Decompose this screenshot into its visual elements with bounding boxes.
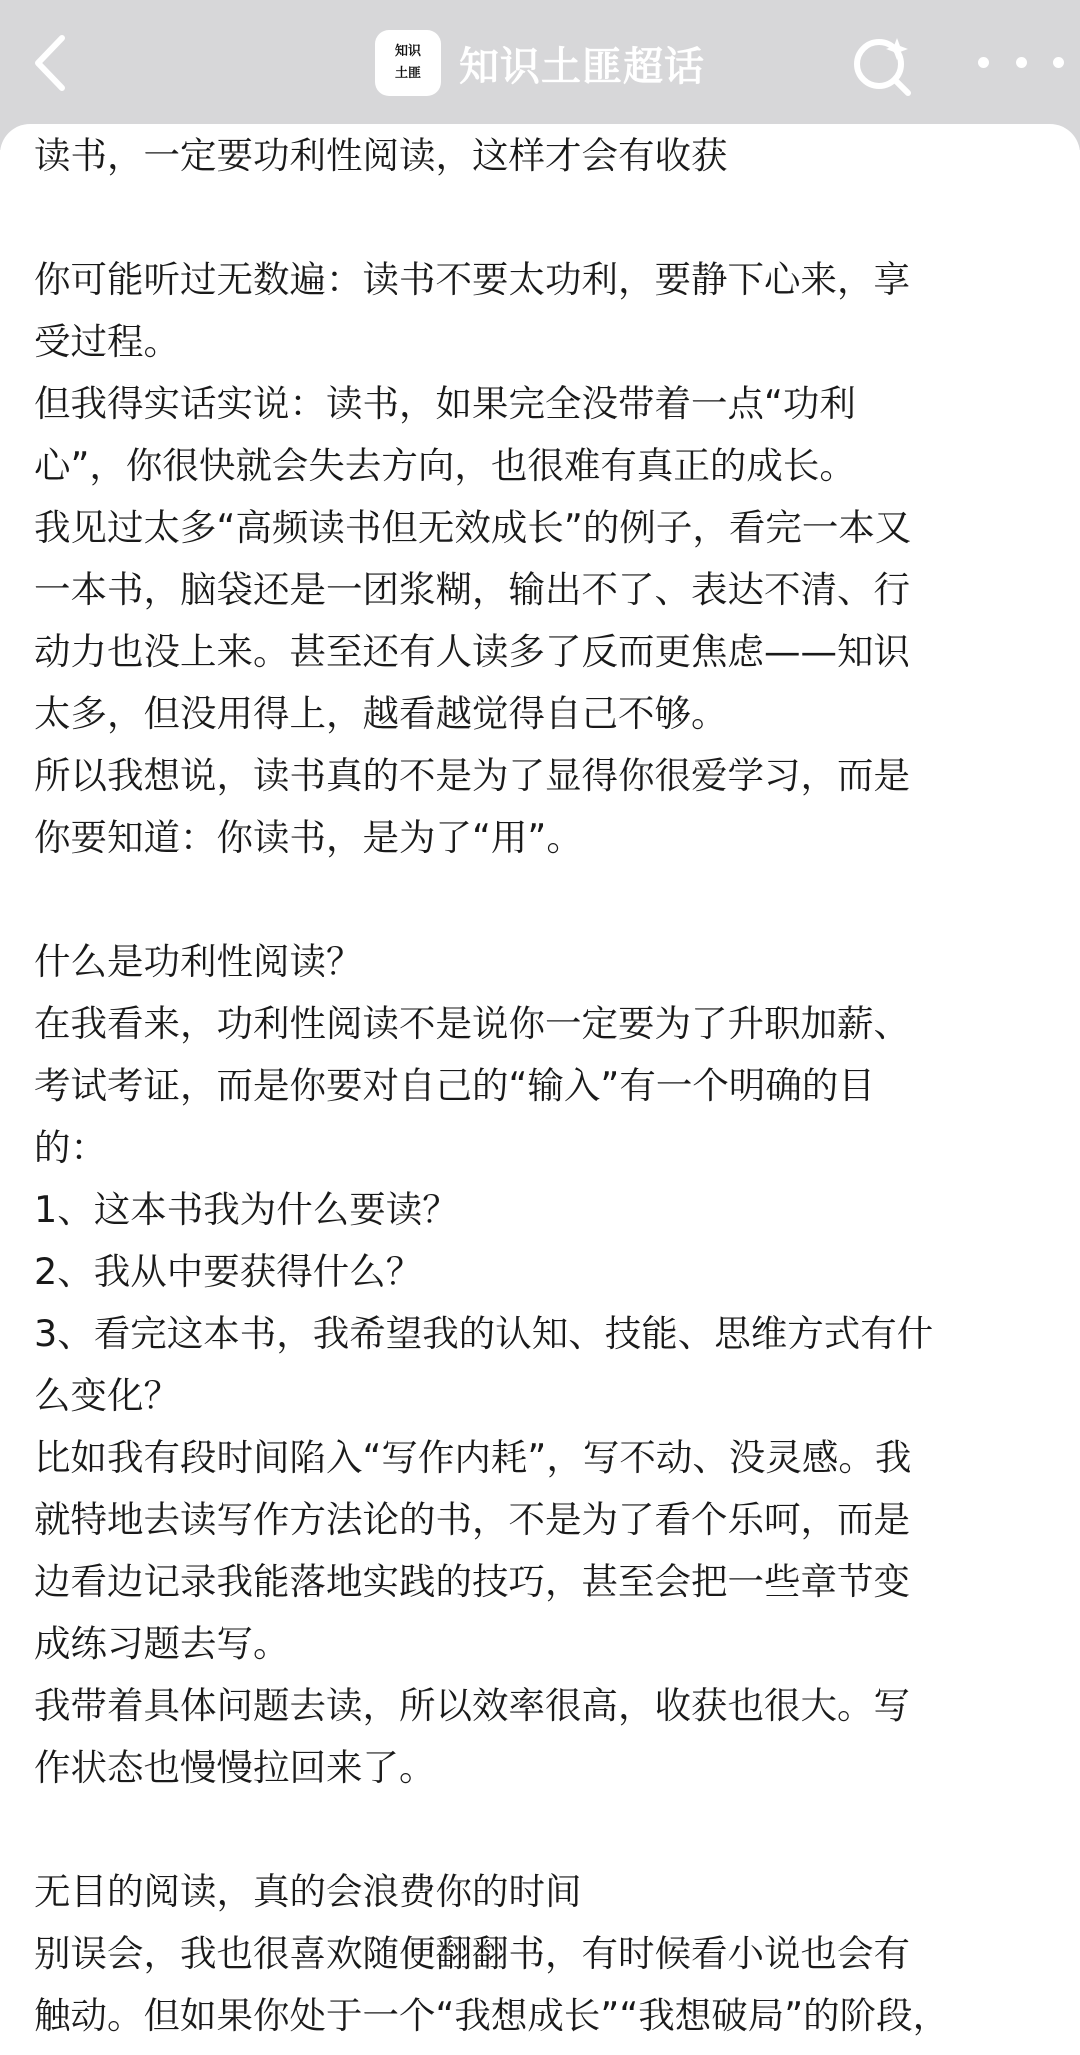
paragraph-line: 受过程。	[34, 320, 180, 363]
paragraph-line: 无目的阅读，真的会浪费你的时间	[34, 1870, 582, 1913]
search-button[interactable]	[850, 32, 916, 98]
paragraph-line: 我带着具体问题去读，所以效率很高，收获也很大。写	[34, 1684, 910, 1727]
paragraph-line: 比如我有段时间陷入“写作内耗”，写不动、没灵感。我	[34, 1436, 912, 1479]
paragraph-line: 什么是功利性阅读？	[34, 940, 363, 983]
paragraph-line: 成练习题去写。	[34, 1622, 290, 1665]
paragraph-line: 3、看完这本书，我希望我的认知、技能、思维方式有什	[34, 1312, 934, 1355]
supertopic-title-group[interactable]	[375, 30, 705, 96]
paragraph-line: 的：	[34, 1126, 107, 1169]
more-button[interactable]	[978, 45, 1064, 79]
paragraph-line	[34, 869, 1064, 931]
paragraph-line: 你可能听过无数遍：读书不要太功利，要静下心来，享	[34, 258, 910, 301]
paragraph-line: 读书，一定要功利性阅读，这样才会有收获	[34, 134, 728, 177]
paragraph-line: 作状态也慢慢拉回来了。	[34, 1746, 436, 1789]
paragraph-line	[34, 187, 1064, 249]
supertopic-logo	[375, 30, 441, 96]
paragraph-line: 你要知道：你读书，是为了“用”。	[34, 816, 583, 859]
paragraph-line: 所以我想说，读书真的不是为了显得你很爱学习，而是	[34, 754, 910, 797]
paragraph-line: 太多，但没用得上，越看越觉得自己不够。	[34, 692, 728, 735]
paragraph-line: 考试考证，而是你要对自己的“输入”有一个明确的目	[34, 1064, 875, 1107]
paragraph-line: 我见过太多“高频读书但无效成长”的例子，看完一本又	[34, 506, 912, 549]
supertopic-title: 知识土匪超话	[459, 43, 705, 90]
paragraph-line: 动力也没上来。甚至还有人读多了反而更焦虑——知识	[34, 630, 910, 673]
paragraph-line: 边看边记录我能落地实践的技巧，甚至会把一些章节变	[34, 1560, 910, 1603]
paragraph-line: 就特地去读写作方法论的书，不是为了看个乐呵，而是	[34, 1498, 910, 1541]
paragraph-line: 一本书，脑袋还是一团浆糊，输出不了、表达不清、行	[34, 568, 910, 611]
more-dots-icon	[1053, 57, 1064, 68]
back-chevron-icon	[22, 28, 82, 98]
more-dots-icon	[978, 57, 989, 68]
paragraph-line: 在我看来，功利性阅读不是说你一定要为了升职加薪、	[34, 1002, 910, 1045]
paragraph-line	[34, 1799, 1064, 1861]
paragraph-line: 1、这本书我为什么要读？	[34, 1188, 459, 1231]
logo-line-2: 土匪	[394, 66, 421, 81]
search-icon	[850, 32, 916, 98]
more-dots-icon	[1016, 57, 1027, 68]
paragraph-line: 2、我从中要获得什么？	[34, 1250, 423, 1293]
paragraph-line: 么变化？	[34, 1374, 180, 1417]
paragraph-line: 心”，你很快就会失去方向，也很难有真正的成长。	[34, 444, 856, 487]
logo-line-1: 知识	[394, 44, 421, 59]
paragraph-line: 别误会，我也很喜欢随便翻翻书，有时候看小说也会有	[34, 1932, 910, 1975]
back-button[interactable]	[22, 28, 82, 98]
post-body	[34, 125, 1064, 2047]
paragraph-line: 但我得实话实说：读书，如果完全没带着一点“功利	[34, 382, 856, 425]
paragraph-line: 触动。但如果你处于一个“我想成长”“我想破局”的阶段，	[34, 1994, 950, 2037]
